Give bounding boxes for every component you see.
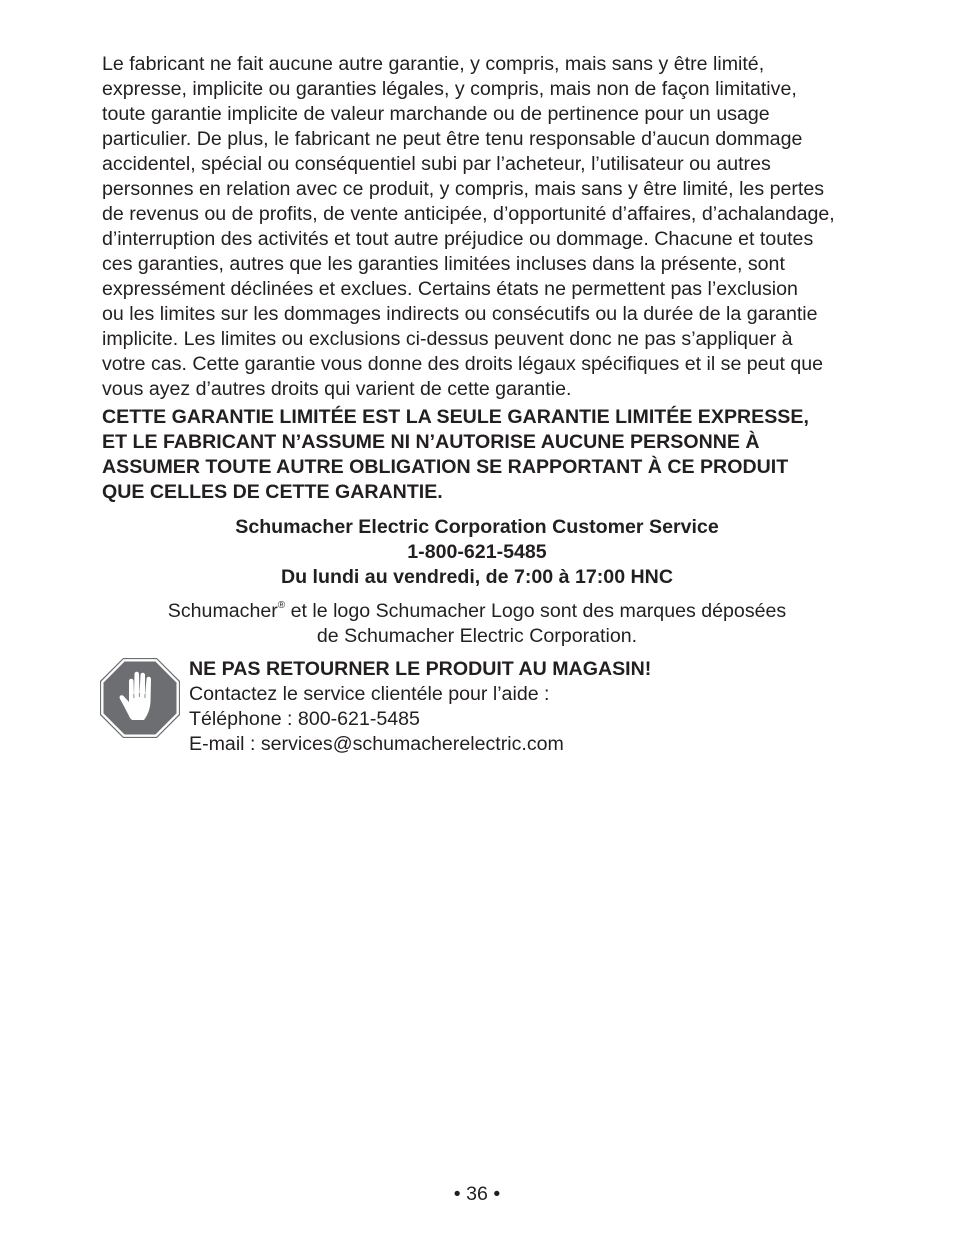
trademark-rest: et le logo Schumacher Logo sont des marques déposées <box>285 600 787 622</box>
service-name: Schumacher Electric Corporation Customer Service <box>235 516 719 538</box>
paragraph-line: personnes en relation avec ce produit, y compris, mais sans y être limité, les pertes <box>102 178 825 200</box>
notice-phone: Téléphone : 800-621-5485 <box>189 708 420 730</box>
paragraph-line: d’interruption des activités et tout autre préjudice ou dommage. Chacune et toutes <box>102 228 814 250</box>
service-phone: 1-800-621-5485 <box>407 541 547 563</box>
notice-contact: Contactez le service clientéle pour l’aide : <box>189 683 550 705</box>
document-page <box>102 52 902 505</box>
paragraph-line: expressément déclinées et exclues. Certains états ne permettent pas l’exclusion <box>102 278 798 300</box>
paragraph-line: accidentel, spécial ou conséquentiel subi par l’acheteur, l’utilisateur ou autres <box>102 153 771 175</box>
paragraph-line: particulier. De plus, le fabricant ne peut être tenu responsable d’aucun dommage <box>102 128 803 150</box>
warranty-paragraph <box>102 52 902 402</box>
statement-line: ASSUMER TOUTE AUTRE OBLIGATION SE RAPPORTANT À CE PRODUIT <box>102 456 789 478</box>
paragraph-line: implicite. Les limites ou exclusions ci-dessus peuvent donc ne pas s’appliquer à <box>102 328 793 350</box>
registered-mark: ® <box>277 600 286 611</box>
limited-warranty-statement <box>102 405 902 505</box>
paragraph-line: de revenus ou de profits, de vente anticipée, d’opportunité d’affaires, d’achalandage, <box>102 203 835 225</box>
paragraph-line: vous ayez d’autres droits qui varient de cette garantie. <box>102 378 572 400</box>
paragraph-line: ou les limites sur les dommages indirects ou consécutifs ou la durée de la garantie <box>102 303 818 325</box>
statement-line: CETTE GARANTIE LIMITÉE EST LA SEULE GARANTIE LIMITÉE EXPRESSE, <box>102 406 809 428</box>
trademark-line-1 <box>0 599 954 624</box>
return-notice-text <box>189 657 651 757</box>
page-number: • 36 • <box>453 1183 501 1205</box>
service-hours: Du lundi au vendredi, de 7:00 à 17:00 HNC <box>281 566 673 588</box>
paragraph-line: toute garantie implicite de valeur marchande ou de pertinence pour un usage <box>102 103 770 125</box>
customer-service-block <box>0 515 954 590</box>
paragraph-line: votre cas. Cette garantie vous donne des droits légaux spécifiques et il se peut que <box>102 353 824 375</box>
brand-name: Schumacher <box>167 600 278 622</box>
notice-heading: NE PAS RETOURNER LE PRODUIT AU MAGASIN! <box>189 658 652 680</box>
statement-line: QUE CELLES DE CETTE GARANTIE. <box>102 481 443 503</box>
stop-hand-icon <box>100 658 180 738</box>
return-notice <box>100 657 860 757</box>
notice-email: E-mail : services@schumacherelectric.com <box>189 733 564 755</box>
paragraph-line: expresse, implicite ou garanties légales, y compris, mais non de façon limitative, <box>102 78 797 100</box>
statement-line: ET LE FABRICANT N’ASSUME NI N’AUTORISE AUCUNE PERSONNE À <box>102 431 760 453</box>
paragraph-line: Le fabricant ne fait aucune autre garantie, y compris, mais sans y être limité, <box>102 53 765 75</box>
trademark-notice <box>0 599 954 649</box>
paragraph-line: ces garanties, autres que les garanties limitées incluses dans la présente, sont <box>102 253 785 275</box>
trademark-line-2: de Schumacher Electric Corporation. <box>316 625 638 647</box>
